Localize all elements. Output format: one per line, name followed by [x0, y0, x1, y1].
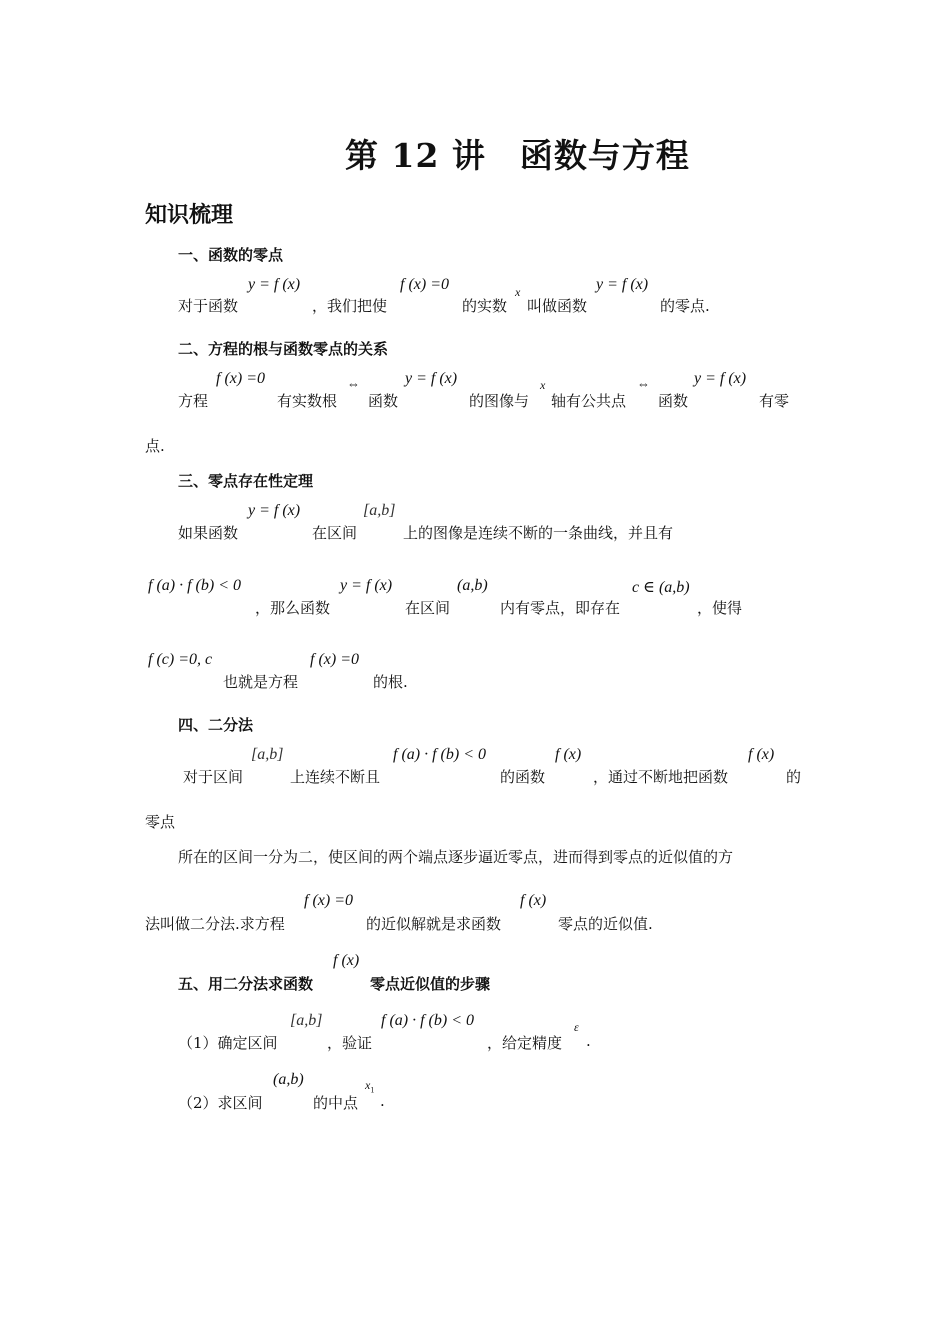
math-formula: f (c) =0, c [148, 651, 213, 668]
math-formula: x [515, 285, 521, 299]
math-formula: c ∈ (a,b) [632, 579, 690, 596]
text: 在区间 [405, 599, 451, 617]
math-formula: f (x) [333, 952, 360, 969]
math-formula: y = f (x) [248, 502, 301, 519]
text: 零点 [145, 813, 176, 831]
math-formula: y = f (x) [694, 370, 747, 387]
text: 零点的近似值. [558, 915, 653, 933]
math-formula: y = f (x) [248, 276, 301, 293]
equivalence-symbol: ⇔ [347, 376, 360, 391]
text: 法叫做二分法.求方程 [145, 915, 285, 933]
text: ，验证 [327, 1034, 373, 1052]
text: . [380, 1092, 385, 1110]
text: 有实数根 [277, 392, 338, 410]
heading-root-relation: 二、方程的根与函数零点的关系 [178, 340, 389, 358]
text: 的近似解就是求函数 [366, 915, 502, 933]
text: 对于函数 [178, 297, 239, 315]
math-formula: f (x) =0 [400, 276, 449, 293]
math-formula: f (a) · f (b) < 0 [393, 746, 486, 763]
math-interval: [a,b] [290, 1012, 323, 1029]
heading-bisection: 四、二分法 [178, 716, 254, 734]
text: 的实数 [462, 297, 508, 315]
math-interval: (a,b) [457, 577, 488, 594]
math-formula: f (a) · f (b) < 0 [381, 1012, 474, 1029]
math-subscript: 1 [370, 1085, 375, 1095]
text: ，那么函数 [255, 599, 331, 617]
text: . [586, 1032, 591, 1050]
math-formula: f (x) [520, 892, 547, 909]
text: 的图像与 [469, 392, 530, 410]
math-epsilon: ε [574, 1020, 579, 1034]
text: 的根. [373, 673, 408, 691]
math-formula: f (x) =0 [216, 370, 265, 387]
page-title: 第 12 讲 函数与方程 [345, 136, 690, 175]
text: 轴有公共点 [551, 392, 627, 410]
text: 上的图像是连续不断的一条曲线，并且有 [403, 524, 674, 542]
equivalence-symbol: ⇔ [637, 376, 650, 391]
text: 点. [145, 437, 165, 455]
step-2-text: （2）求区间 [178, 1094, 263, 1112]
text: 上连续不断且 [290, 768, 381, 786]
text: ，使得 [697, 599, 743, 617]
text: 函数 [658, 392, 689, 410]
math-formula: f (x) [555, 746, 582, 763]
text: 在区间 [312, 524, 358, 542]
step-1-text: （1）确定区间 [178, 1034, 278, 1052]
text: ，给定精度 [487, 1034, 563, 1052]
text: 有零 [759, 392, 790, 410]
math-interval: [a,b] [251, 746, 284, 763]
math-formula: f (x) =0 [310, 651, 359, 668]
section-title: 知识梳理 [145, 202, 234, 228]
heading-existence-theorem: 三、零点存在性定理 [178, 472, 314, 490]
math-formula: f (a) · f (b) < 0 [148, 577, 241, 594]
math-formula: x [540, 378, 546, 392]
math-interval: [a,b] [363, 502, 396, 519]
text: 的 [786, 768, 802, 786]
text: 所在的区间一分为二，使区间的两个端点逐步逼近零点，进而得到零点的近似值的方 [178, 848, 734, 866]
text: 对于区间 [183, 768, 244, 786]
math-variable: x [365, 1078, 371, 1092]
math-formula: y = f (x) [596, 276, 649, 293]
text: 内有零点，即存在 [500, 599, 621, 617]
math-midpoint [365, 1078, 374, 1094]
text: 函数 [368, 392, 399, 410]
text: 也就是方程 [223, 673, 299, 691]
math-formula: y = f (x) [405, 370, 458, 387]
text: 方程 [178, 392, 209, 410]
heading-bisection-steps-end: 零点近似值的步骤 [370, 975, 491, 993]
math-formula: f (x) =0 [304, 892, 353, 909]
text: 的函数 [500, 768, 546, 786]
heading-bisection-steps: 五、用二分法求函数 [178, 975, 314, 993]
math-interval: (a,b) [273, 1071, 304, 1088]
math-formula: y = f (x) [340, 577, 393, 594]
text: 的零点. [660, 297, 710, 315]
math-formula: f (x) [748, 746, 775, 763]
text: 如果函数 [178, 524, 239, 542]
text: ，通过不断地把函数 [593, 768, 729, 786]
text: ，我们把使 [312, 297, 388, 315]
text: 的中点 [313, 1094, 359, 1112]
heading-zero-point: 一、函数的零点 [178, 246, 284, 264]
text: 叫做函数 [527, 297, 588, 315]
